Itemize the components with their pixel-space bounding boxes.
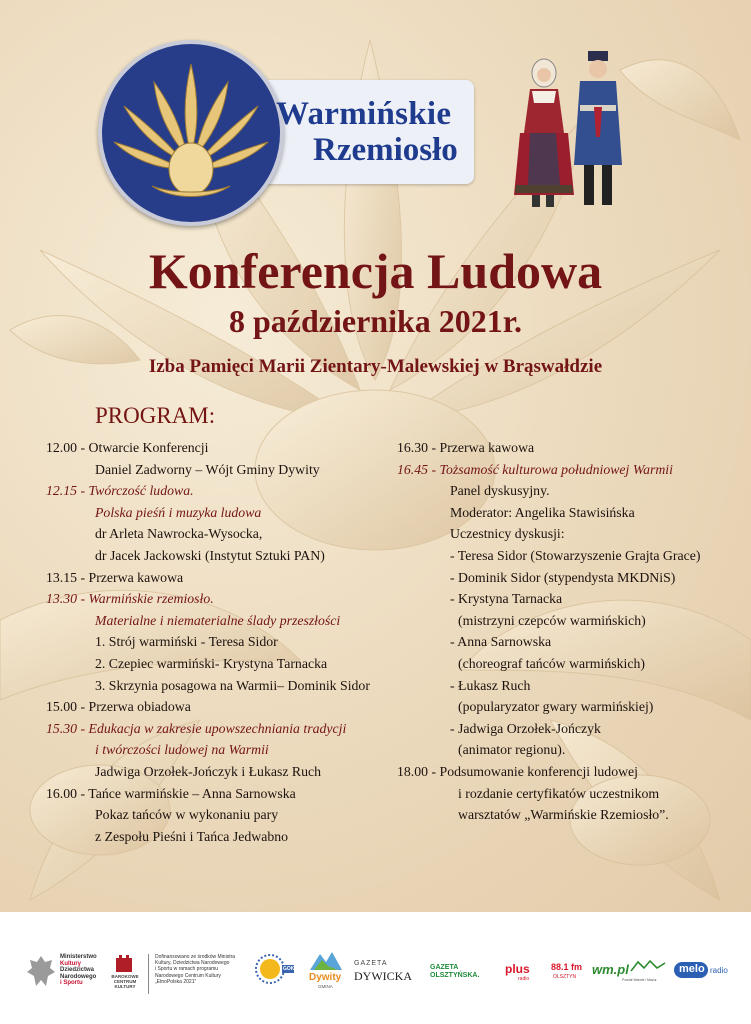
- program-line: dr Arleta Nawrocka-Wysocka,: [95, 526, 263, 542]
- gazeta-olsztynska-logo: [430, 964, 479, 980]
- program-line: 13.15 - Przerwa kawowa: [46, 569, 184, 585]
- ministry-line: Narodowego: [60, 973, 97, 980]
- castle-icon: [114, 952, 134, 972]
- funding-line: Kultury, Dziedzictwa Narodowego: [155, 960, 230, 967]
- dywity-label: Dywity: [309, 972, 342, 983]
- gazeta-olsztynska-line: GAZETA: [430, 964, 459, 971]
- gok-label: GOK: [283, 966, 295, 972]
- program-line: - Krystyna Tarnacka: [450, 591, 563, 607]
- dywity-logo-icon: [308, 950, 344, 972]
- program-line: i rozdanie certyfikatów uczestnikom: [458, 785, 660, 801]
- funding-line: Narodowego Centrum Kultury: [155, 972, 221, 979]
- program-line: Jadwiga Orzołek-Jończyk i Łukasz Ruch: [95, 763, 322, 779]
- program-line: 16.30 - Przerwa kawowa: [397, 440, 535, 455]
- program-line: 3. Skrzynia posagowa na Warmii– Dominik Sidor: [95, 677, 370, 693]
- program-line: 12.15 - Twórczość ludowa.: [46, 483, 194, 499]
- conference-venue: Izba Pamięci Marii Zientary-Malewskiej w Brąswałdzie: [148, 356, 603, 377]
- funding-line: „EtnoPolska 2021”: [155, 978, 197, 985]
- logo-title-line2: Rzemiosło: [313, 132, 458, 168]
- program-line: - Teresa Sidor (Stowarzyszenie Grajta Grace): [450, 547, 701, 563]
- program-line: - Anna Sarnowska: [450, 634, 552, 650]
- program-left-column: [46, 437, 370, 847]
- logo-title-line1: Warmińskie: [276, 96, 452, 132]
- program-line: 2. Czepiec warmiński- Krystyna Tarnacka: [95, 655, 328, 671]
- barokowe-line: BAROKOWE: [111, 974, 139, 979]
- conference-title: Konferencja Ludowa: [148, 243, 603, 299]
- program-line: Daniel Zadworny – Wójt Gminy Dywity: [95, 461, 320, 477]
- polish-eagle-icon: [26, 954, 56, 988]
- barokowe-centrum-logo: [110, 974, 140, 989]
- dywity-sublabel: GMINA: [318, 984, 333, 989]
- program-line: (animator regionu).: [458, 742, 566, 758]
- program-line: Panel dyskusyjny.: [450, 483, 550, 499]
- program-line: dr Jacek Jackowski (Instytut Sztuki PAN): [95, 547, 325, 563]
- wmpl-sublabel: Powiat Warmii i Mazur: [622, 978, 657, 982]
- program-line: i twórczości ludowej na Warmii: [95, 742, 269, 758]
- program-line: Pokaz tańców w wykonaniu pary: [95, 807, 279, 823]
- gazeta-dywicka-top: GAZETA: [354, 960, 388, 967]
- logo-emblem: [98, 40, 284, 226]
- program-line: (choreograf tańców warmińskich): [458, 655, 645, 671]
- melo-radio-sub: radio: [710, 966, 728, 975]
- program-heading: PROGRAM:: [95, 403, 216, 428]
- barokowe-line: KULTURY: [114, 984, 136, 989]
- program-line: - Jadwiga Orzołek-Jończyk: [450, 720, 601, 736]
- program-line: 12.00 - Otwarcie Konferencji: [46, 440, 209, 455]
- program-line: - Dominik Sidor (stypendysta MKDNiS): [450, 569, 676, 585]
- program-line: Uczestnicy dyskusji:: [450, 526, 565, 542]
- conference-date: 8 października 2021r.: [228, 303, 523, 339]
- ministry-line: Dziedzictwa: [60, 967, 95, 974]
- ministry-line: i Sportu: [60, 980, 83, 987]
- program-line: warsztatów „Warmińskie Rzemiosło”.: [458, 807, 669, 823]
- program-line: Polska pieśń i muzyka ludowa: [95, 504, 262, 520]
- program-line: 16.00 - Tańce warmińskie – Anna Sarnowska: [46, 785, 296, 801]
- barokowe-line: CENTRUM: [113, 979, 137, 984]
- wmpl-logo: wm.pl: [592, 962, 629, 977]
- plus-radio-sub: radio: [518, 976, 530, 982]
- ministry-line: Kultury: [60, 960, 81, 967]
- program-line: 1. Strój warmiński - Teresa Sidor: [95, 634, 278, 650]
- program-line: Materialne i niematerialne ślady przeszłości: [95, 612, 341, 628]
- folk-couple-illustration: [508, 45, 638, 215]
- funding-line: i Sportu w ramach programu: [155, 966, 219, 973]
- plus-frequency: 88.1 fm: [551, 962, 583, 972]
- program-line: 16.45 - Tożsamość kulturowa południowej Warmii: [397, 461, 673, 477]
- plus-radio-logo: plus: [505, 962, 530, 976]
- program-line: z Zespołu Pieśni i Tańca Jedwabno: [95, 828, 289, 844]
- plus-city: OLSZTYN: [553, 974, 577, 980]
- program-line: 15.00 - Przerwa obiadowa: [46, 699, 191, 715]
- ministry-logo-text: [60, 954, 97, 987]
- sponsor-footer: [0, 912, 751, 1024]
- gazeta-dywicka-title: DYWICKA: [354, 969, 412, 983]
- wmpl-wave-icon: [630, 959, 666, 973]
- program-right-column: [397, 437, 700, 826]
- funding-note: [155, 954, 235, 985]
- ministry-line: Ministerstwo: [60, 954, 97, 960]
- program-line: 13.30 - Warmińskie rzemiosło.: [46, 591, 214, 607]
- program-line: - Łukasz Ruch: [450, 677, 531, 693]
- melo-radio-label: melo: [679, 963, 705, 975]
- funding-line: Dofinansowano ze środków Ministra: [155, 954, 236, 960]
- program-line: 15.30 - Edukacja w zakresie upowszechniania tradycji: [46, 720, 347, 736]
- program-line: 18.00 - Podsumowanie konferencji ludowej: [397, 763, 639, 779]
- program-line: Moderator: Angelika Stawisińska: [450, 504, 635, 520]
- footer-divider: [148, 954, 149, 994]
- program-line: (mistrzyni czepców warmińskich): [458, 612, 646, 628]
- program-line: (popularyzator gwary warmińskiej): [458, 699, 654, 715]
- gazeta-olsztynska-line: OLSZTYŃSKA.: [430, 972, 480, 979]
- golden-flower-icon: [102, 44, 280, 222]
